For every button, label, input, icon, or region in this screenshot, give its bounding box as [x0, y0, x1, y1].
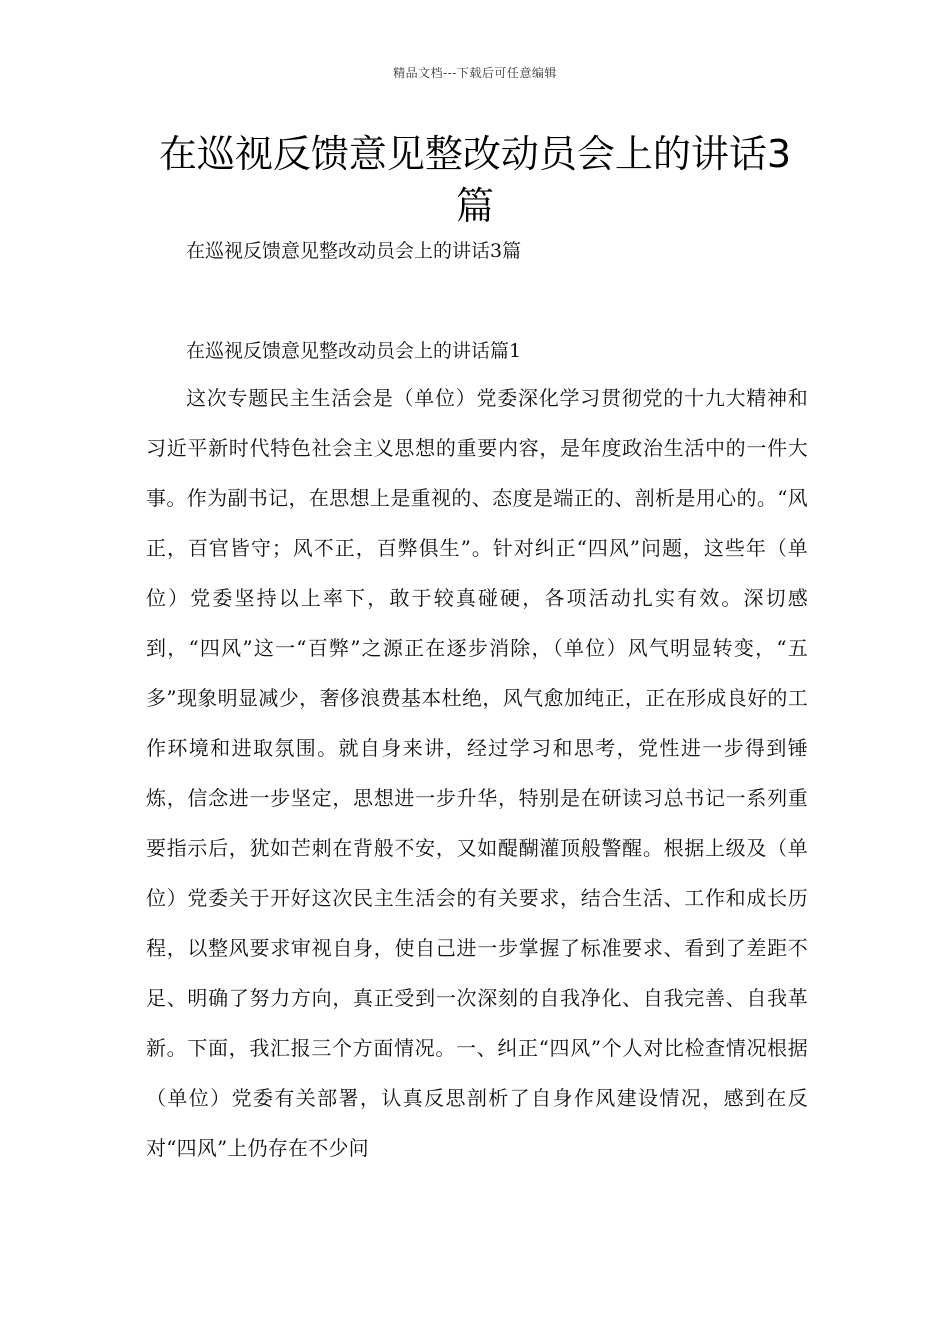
document-title: 在巡视反馈意见整改动员会上的讲话3篇: [158, 132, 792, 228]
section-heading: 在巡视反馈意见整改动员会上的讲话篇1: [186, 340, 522, 362]
document-subtitle: 在巡视反馈意见整改动员会上的讲话3篇: [186, 240, 522, 262]
header-note: 精品文档---下载后可任意编辑: [393, 66, 557, 80]
body-paragraph: 这次专题民主生活会是（单位）党委深化学习贯彻党的十九大精神和习近平新时代特色社会主义思想的重要内容，是年度政治生活中的一件大事。作为副书记，在思想上是重视的、态度是端正的、剖析是用心的。“风正，百官皆守；风不正，百弊俱生”。针对纠正“四风”问题，这些年（单位）党委坚持以上率下，敢于较真碰硬，各项活动扎实有效。深切感到，“四风”这一“百弊”之源正在逐步消除，（单位）风气明显转变，“五多”现象明显减少，奢侈浪费基本杜绝，风气愈加纯正，正在形成良好的工作环境和进取氛围。就自身来讲，经过学习和思考，党性进一步得到锤炼，信念进一步坚定，思想进一步升华，特别是在研读习总书记一系列重要指示后，犹如芒刺在背般不安，又如醍醐灌顶般警醒。根据上级及（单位）党委关于开好这次民主生活会的有关要求，结合生活、工作和成长历程，以整风要求审视自身，使自己进一步掌握了标准要求、看到了差距不足、明确了努力方向，真正受到一次深刻的自我净化、自我完善、自我革新。下面，我汇报三个方面情况。一、纠正“四风”个人对比检查情况根据（单位）党委有关部署，认真反思剖析了自身作风建设情况，感到在反对“四风”上仍存在不少问: [146, 386, 808, 1160]
